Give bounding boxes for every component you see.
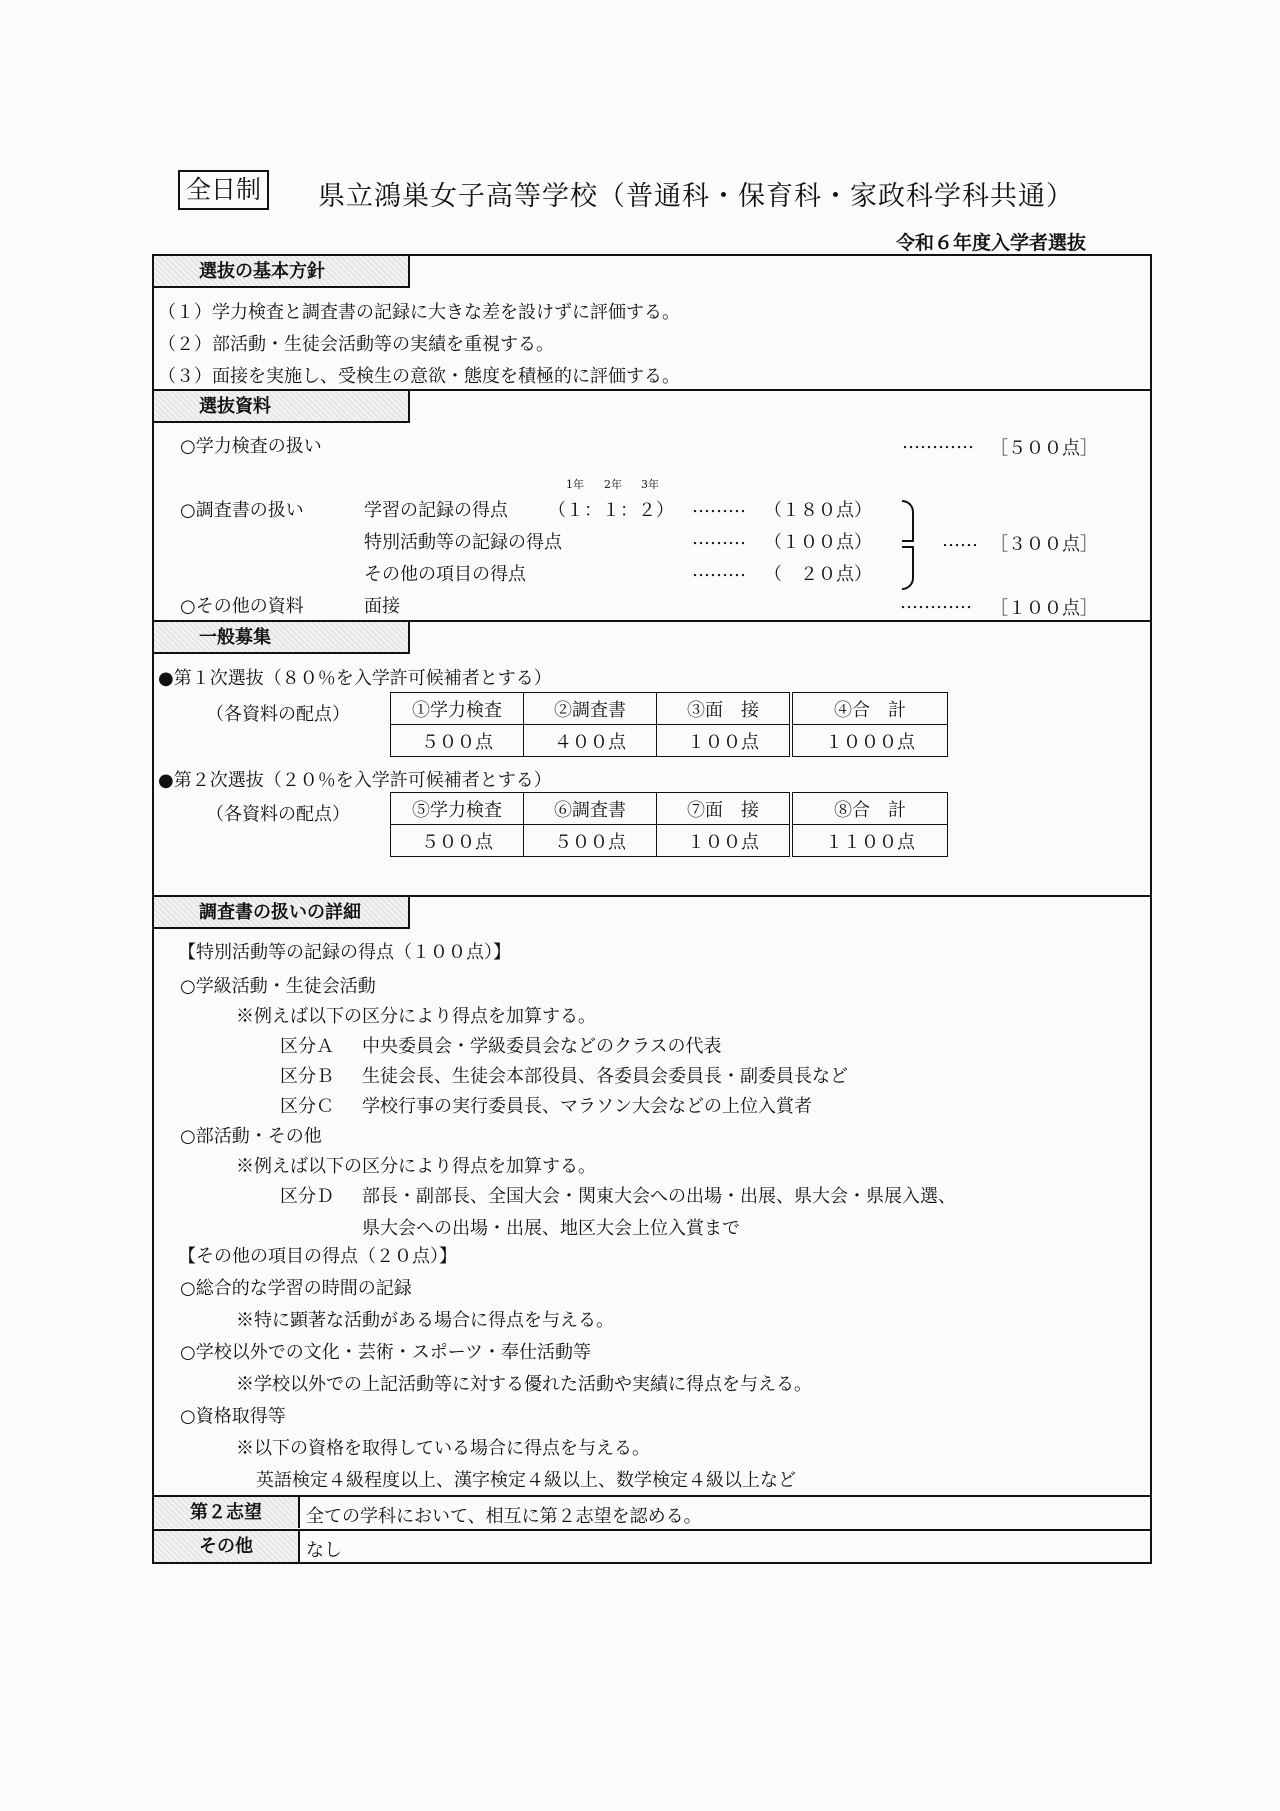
leader-dots: ………… xyxy=(902,432,974,453)
second-choice-label: 第２志望 xyxy=(154,1497,300,1528)
other-material-label: ○その他の資料 xyxy=(180,596,304,617)
category-label: 区分Ａ xyxy=(280,1036,334,1057)
selection-year: 令和６年度入学者選抜 xyxy=(896,232,1087,254)
report-points: （１８０点） xyxy=(764,500,872,521)
details-note: ※以下の資格を取得している場合に得点を与える。 xyxy=(236,1438,650,1459)
grade-label: 1年 xyxy=(566,478,584,491)
second-selection-title: ●第２次選抜（２０％を入学許可候補者とする） xyxy=(158,770,552,791)
brace-bottom xyxy=(902,546,914,590)
section-heading-general: 一般募集 xyxy=(154,622,410,654)
report-item: その他の項目の得点 xyxy=(364,564,526,585)
divider xyxy=(152,1529,1152,1531)
category-text: 学校行事の実行委員長、マラソン大会などの上位入賞者 xyxy=(362,1096,812,1117)
details-note: ※例えば以下の区分により得点を加算する。 xyxy=(236,1006,596,1027)
policy-item: （２）部活動・生徒会活動等の実績を重視する。 xyxy=(158,334,554,355)
grade-label: 2年 xyxy=(604,478,622,491)
score-value: １００点 xyxy=(657,825,790,857)
policy-item: （３）面接を実施し、受検生の意欲・態度を積極的に評価する。 xyxy=(158,366,680,387)
score-header: ①学力検査 xyxy=(391,693,524,725)
report-points: （ ２０点） xyxy=(764,564,872,585)
first-selection-table xyxy=(390,692,948,757)
score-header: ④合 計 xyxy=(793,693,948,725)
category-text: 中央委員会・学級委員会などのクラスの代表 xyxy=(362,1036,722,1057)
details-note: ※例えば以下の区分により得点を加算する。 xyxy=(236,1156,596,1177)
leader-dots: ………… xyxy=(900,592,972,613)
category-text: 部長・副部長、全国大会・関東大会への出場・出展、県大会・県展入選、 xyxy=(362,1186,956,1207)
score-value: ４００点 xyxy=(524,725,657,757)
allocation-label: （各資料の配点） xyxy=(206,704,350,725)
score-value: １０００点 xyxy=(793,725,948,757)
score-value: ５００点 xyxy=(391,825,524,857)
details-item-title: ○学級活動・生徒会活動 xyxy=(180,976,376,997)
allocation-label: （各資料の配点） xyxy=(206,804,350,825)
report-item: 特別活動等の記録の得点 xyxy=(364,532,562,553)
score-header: ⑥調査書 xyxy=(524,793,657,825)
brace-top xyxy=(902,500,914,542)
second-choice-text: 全ての学科において、相互に第２志望を認める。 xyxy=(306,1506,702,1527)
details-note: ※特に顕著な活動がある場合に得点を与える。 xyxy=(236,1310,614,1331)
score-value: １１００点 xyxy=(793,825,948,857)
details-item-title: ○部活動・その他 xyxy=(180,1126,322,1147)
second-selection-table xyxy=(390,792,948,857)
academic-points: ［５００点］ xyxy=(990,438,1098,459)
score-value: ５００点 xyxy=(391,725,524,757)
details-subtitle: 【特別活動等の記録の得点（１００点）】 xyxy=(178,942,511,963)
grade-label: 3年 xyxy=(641,478,659,491)
category-label: 区分Ｂ xyxy=(280,1066,334,1087)
other-material-points: ［１００点］ xyxy=(990,598,1098,619)
page-title: 県立鴻巣女子高等学校（普通科・保育科・家政科学科共通） xyxy=(318,181,1074,212)
report-points: （１００点） xyxy=(764,532,872,553)
academic-label: ○学力検査の扱い xyxy=(180,436,322,457)
score-header: ⑤学力検査 xyxy=(391,793,524,825)
score-value: １００点 xyxy=(657,725,790,757)
category-text: 県大会への出場・出展、地区大会上位入賞まで xyxy=(362,1218,740,1239)
other-material-item: 面接 xyxy=(364,596,400,617)
details-item-title: ○学校以外での文化・芸術・スポーツ・奉仕活動等 xyxy=(180,1342,591,1363)
category-label: 区分Ｃ xyxy=(280,1096,334,1117)
others-text: なし xyxy=(306,1540,342,1561)
leader-dots: ……… xyxy=(692,528,746,549)
details-item-title: ○総合的な学習の時間の記録 xyxy=(180,1278,412,1299)
leader-dots: …… xyxy=(942,530,978,551)
category-text: 生徒会長、生徒会本部役員、各委員会委員長・副委員長など xyxy=(362,1066,848,1087)
score-header: ⑦面 接 xyxy=(657,793,790,825)
report-ratio: （１：１：２） xyxy=(548,500,674,521)
leader-dots: ……… xyxy=(692,496,746,517)
section-heading-details: 調査書の扱いの詳細 xyxy=(154,897,410,929)
details-item-title: ○資格取得等 xyxy=(180,1406,286,1427)
section-heading-materials: 選抜資料 xyxy=(154,391,410,423)
report-item: 学習の記録の得点 xyxy=(364,500,508,521)
category-label: 区分Ｄ xyxy=(280,1186,334,1207)
program-badge: 全日制 xyxy=(178,170,269,210)
score-header: ②調査書 xyxy=(524,693,657,725)
leader-dots: ……… xyxy=(692,560,746,581)
report-label: ○調査書の扱い xyxy=(180,500,304,521)
report-total: ［３００点］ xyxy=(990,534,1098,555)
score-header: ⑧合 計 xyxy=(793,793,948,825)
details-subtitle: 【その他の項目の得点（２０点）】 xyxy=(178,1246,457,1267)
license-list: 英語検定４級程度以上、漢字検定４級以上、数学検定４級以上など xyxy=(256,1470,796,1491)
others-label: その他 xyxy=(154,1531,300,1562)
score-header: ③面 接 xyxy=(657,693,790,725)
details-note: ※学校以外での上記活動等に対する優れた活動や実績に得点を与える。 xyxy=(236,1374,812,1395)
first-selection-title: ●第１次選抜（８０％を入学許可候補者とする） xyxy=(158,668,552,689)
divider xyxy=(152,1495,1152,1497)
section-heading-policy: 選抜の基本方針 xyxy=(154,256,410,288)
policy-item: （１）学力検査と調査書の記録に大きな差を設けずに評価する。 xyxy=(158,302,680,323)
score-value: ５００点 xyxy=(524,825,657,857)
